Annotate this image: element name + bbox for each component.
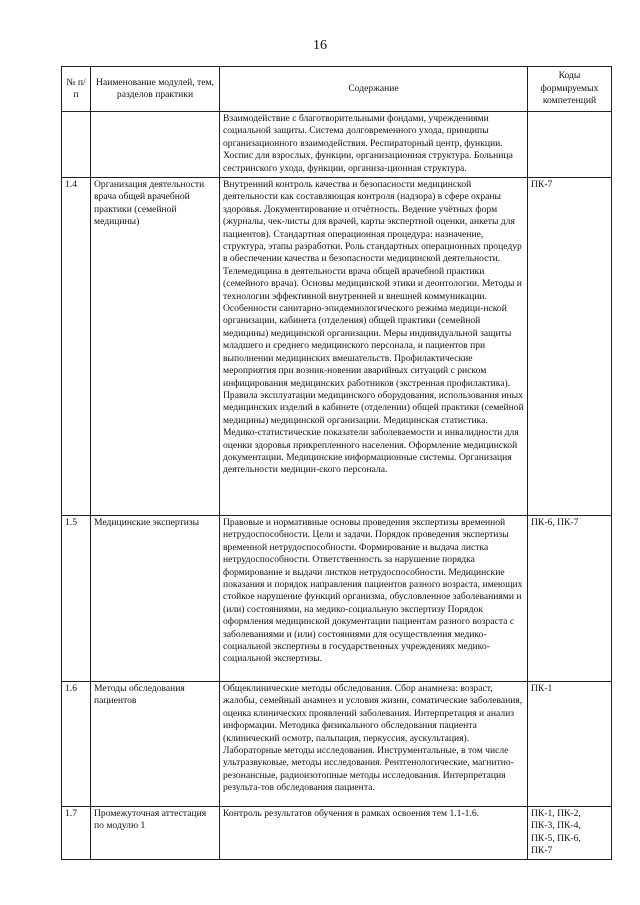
row-competency-codes bbox=[528, 178, 612, 516]
content-paragraph: Взаимодействие с благотворительными фондами, учреждениями социальной защиты. Система долговременного ухода, принципы организационного взаимодействия. Респираторный центр, функции. Хоспис для взрослых, функции, организационная структура. Больница сестринского ухода, функции, организа-ционная структура. bbox=[223, 113, 513, 174]
content-paragraph: Правовые и нормативные основы проведения экспертизы временной нетрудоспособности. Цели и задачи. Порядок проведения экспертизы временной нетрудоспособности. Формирование и выдача листка нетрудоспособности. Ответственность за нарушение порядка формирование и выдачи листков нетрудоспособности. Медицинские показания и порядок направления пациентов разного возраста, имеющих стойкое нарушение функций организма, обусловленное заболеваниями и (или) состояниями, на медико-социальную экспертизу Порядок оформления медицинской документации пациентам разного возраста с заболеваниями и (или) состояниями для осуществления медико-социальной экспертизы в государственных учреждениях медико-социальной экспертизы. bbox=[223, 517, 523, 665]
competency-code: ПК-5, ПК-6, bbox=[531, 832, 581, 844]
table-body bbox=[62, 112, 612, 860]
content-paragraph: Контроль результатов обучения в рамках освоения тем 1.1-1.6. bbox=[223, 808, 480, 819]
competency-code: ПК-1, ПК-2, bbox=[531, 808, 581, 819]
row-competency-codes bbox=[528, 112, 612, 178]
content-paragraph: Внутренний контроль качества и безопасности медицинской деятельности как составляющая контроля (надзора) в сфере охраны здоровья. Документирование и отчётность. Ведение учётных форм (журналы, чек-листы для врачей, карты экспертной оценки, анкеты для пациентов). Стандартная операционная процедура: назначение, структура, этапы разработки. Роль стандартных операционных процедур в обеспечении качества и безопасности медицинской деятельности. Телемедицина в деятельности врача общей врачебной практики (семейного врача). Основы медицинской этики и деонтологии. Методы и технологии эффективной внутренней и внешней коммуникации. bbox=[223, 179, 522, 302]
row-number bbox=[62, 112, 91, 178]
header-number: № п/п bbox=[62, 67, 91, 112]
header-codes: Коды формируемых компетенций bbox=[528, 67, 612, 112]
row-module-name bbox=[91, 112, 220, 178]
competency-code: ПК-3, ПК-4, bbox=[531, 820, 581, 832]
content-paragraph: Общеклинические методы обследования. Сбор анамнеза: возраст, жалобы, семейный анамнез и условия жизни, соматические заболевания, оценка клинических проявлений заболевания. Интерпретация и анализ информации. Методика физикального обследования пациента (клинический осмотр, пальпация, перкуссия, аускультация). Лабораторные методы исследования. Инструментальные, в том числе ультразвуковые, методы исследования. Рентгенологические, магнитно-резонансные, радиоизотопные методы исследования. Интерпретация результа-тов обследования пациента. bbox=[223, 683, 523, 794]
row-module-name: Промежуточная аттестация по модулю 1 bbox=[91, 807, 220, 860]
competency-code: ПК-6, ПК-7 bbox=[531, 517, 579, 528]
competency-code: ПК-7 bbox=[531, 845, 553, 857]
row-number: 1.7 bbox=[62, 807, 91, 860]
table-row bbox=[62, 807, 612, 860]
row-content bbox=[220, 682, 528, 807]
row-content bbox=[220, 807, 528, 860]
row-content bbox=[220, 516, 528, 682]
header-module-name: Наименование модулей, тем, разделов практики bbox=[91, 67, 220, 112]
table-row bbox=[62, 682, 612, 807]
table-row bbox=[62, 178, 612, 516]
row-competency-codes bbox=[528, 807, 612, 860]
row-number: 1.5 bbox=[62, 516, 91, 682]
row-module-name: Методы обследования пациентов bbox=[91, 682, 220, 807]
row-number: 1.4 bbox=[62, 178, 91, 516]
row-competency-codes bbox=[528, 682, 612, 807]
content-paragraph: Особенности санитарно-эпидемиологического режима медици-нской организации, кабинета (отделения) общей практики (семейной медицины) медицинской организации. Меры индивидуальной защиты младшего и среднего медицинского персонала, и пациентов при выполнении медицинских вмешательств. Профилактические мероприятия при возник-новении аварийных ситуаций с риском инфицирования медицинских работников (экстренная профилактика). Правила эксплуатации медицинского оборудования, использования иных медицинских изделий в кабинете (отделении) общей практики (семейной медицины) медицинской организации. Медицинская статистика. Медико-статистические показатели заболеваемости и инвалидности для оценки здоровья прикрепленного населения. Оформление медицинской документации. Медицинские информационные системы. Организация деятельности медицин-ского персонала. bbox=[223, 303, 524, 476]
competency-code: ПК-7 bbox=[531, 179, 553, 190]
row-content bbox=[220, 178, 528, 516]
table-header-row bbox=[62, 67, 612, 112]
curriculum-table bbox=[61, 66, 612, 860]
table-row bbox=[62, 516, 612, 682]
page-number: 16 bbox=[313, 38, 327, 53]
table-row bbox=[62, 112, 612, 178]
header-content: Содержание bbox=[220, 67, 528, 112]
competency-code: ПК-1 bbox=[531, 683, 553, 694]
row-competency-codes bbox=[528, 516, 612, 682]
row-module-name: Медицинские экспертизы bbox=[91, 516, 220, 682]
row-module-name: Организация деятельности врача общей врачебной практики (семейной медицины) bbox=[91, 178, 220, 516]
row-content bbox=[220, 112, 528, 178]
row-number: 1.6 bbox=[62, 682, 91, 807]
